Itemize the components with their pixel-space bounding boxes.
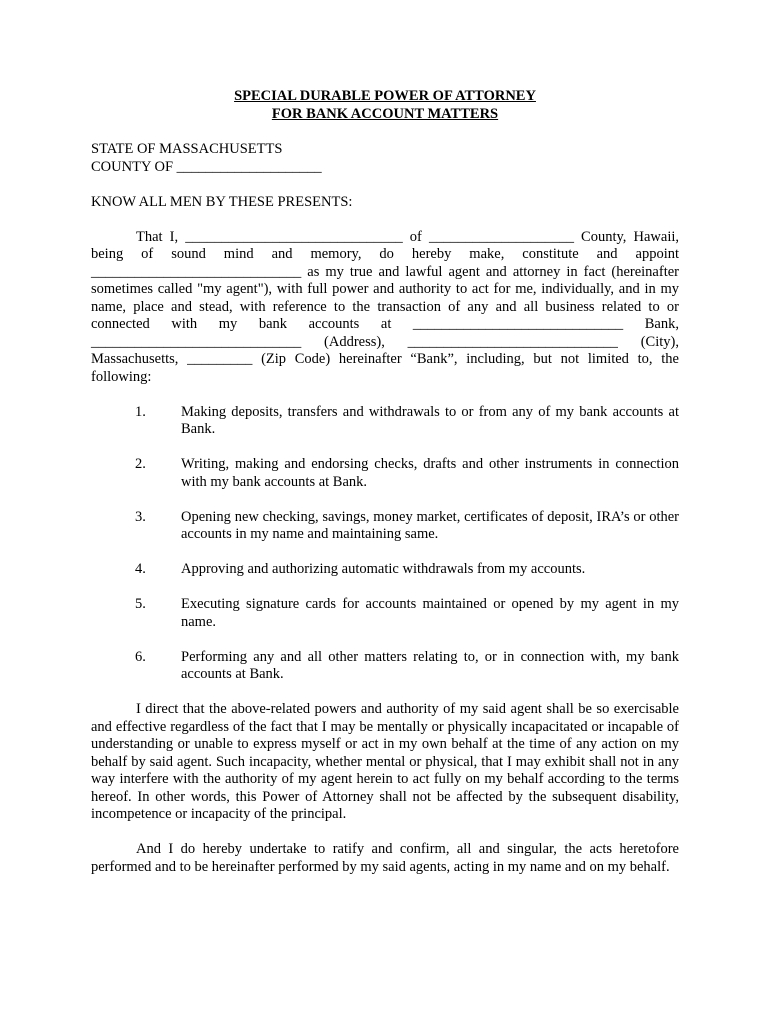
powers-list (91, 404, 679, 684)
list-item-number: 5. (135, 596, 146, 612)
list-item (91, 649, 679, 684)
list-item (91, 456, 679, 491)
state-line: STATE OF MASSACHUSETTS (91, 141, 283, 157)
title-line-2-wrap (91, 106, 679, 124)
title-line-2: FOR BANK ACCOUNT MATTERS (271, 105, 499, 122)
list-item-text: Executing signature cards for accounts maintained or opened by my agent in my name. (181, 596, 679, 630)
intro-paragraph: That I, ______________________________ of ____________________ County, Hawaii, being of sound mind and memory, do hereby make, constitute and appoint _____________________________ as my true and lawful agent and attorney in fact (hereinafter sometimes called "my agent"), with full power and authority to act for me, individually, and in my name, place and stead, with reference to the transaction of any and all business related to or connected with my bank accounts at _____________________________ Bank, _____________________________ (Address), _____________________________ (City), Massachusetts, _________ (Zip Code) hereinafter “Bank”, including, but not limited to, the following: (91, 228, 679, 385)
incapacity-paragraph: I direct that the above-related powers and authority of my said agent shall be so exercisable and effective regardless of the fact that I may be mentally or physically incapacitated or incapable of understanding or unable to express myself or act in my own behalf at the time of any action on my behalf by said agent. Such incapacity, whether mental or physical, that I may exhibit shall not in any way interfere with the authority of my agent herein to act fully on my behalf according to the terms hereof. In other words, this Power of Attorney shall not be affected by the subsequent disability, incompetence or incapacity of the principal. (91, 701, 679, 822)
list-item (91, 561, 679, 579)
list-item-text: Performing any and all other matters relating to, or in connection with, my bank accounts at Bank. (181, 648, 679, 682)
jurisdiction-block (91, 141, 679, 176)
list-item-text: Writing, making and endorsing checks, drafts and other instruments in connection with my bank accounts at Bank. (181, 456, 679, 490)
title-line-1-wrap (91, 88, 679, 106)
list-item-number: 3. (135, 508, 146, 525)
list-item-number: 1. (135, 403, 146, 420)
list-item-number: 2. (135, 456, 146, 472)
document-title (91, 88, 679, 123)
presents-line: KNOW ALL MEN BY THESE PRESENTS: (91, 193, 353, 210)
list-item-text: Opening new checking, savings, money market, certificates of deposit, IRA’s or other accounts in my name and maintaining same. (181, 508, 679, 542)
ratify-paragraph: And I do hereby undertake to ratify and confirm, all and singular, the acts heretofore performed and to be hereinafter performed by my said agents, acting in my name and on my behalf. (91, 841, 679, 875)
list-item-text: Making deposits, transfers and withdrawals to or from any of my bank accounts at Bank. (181, 403, 679, 437)
county-line: COUNTY OF ____________________ (91, 158, 322, 175)
list-item-text: Approving and authorizing automatic withdrawals from my accounts. (181, 561, 586, 577)
list-item (91, 509, 679, 544)
title-line-1: SPECIAL DURABLE POWER OF ATTORNEY (234, 88, 536, 104)
list-item (91, 596, 679, 631)
list-item-number: 4. (135, 561, 146, 577)
list-item (91, 404, 679, 439)
list-item-number: 6. (135, 648, 146, 665)
